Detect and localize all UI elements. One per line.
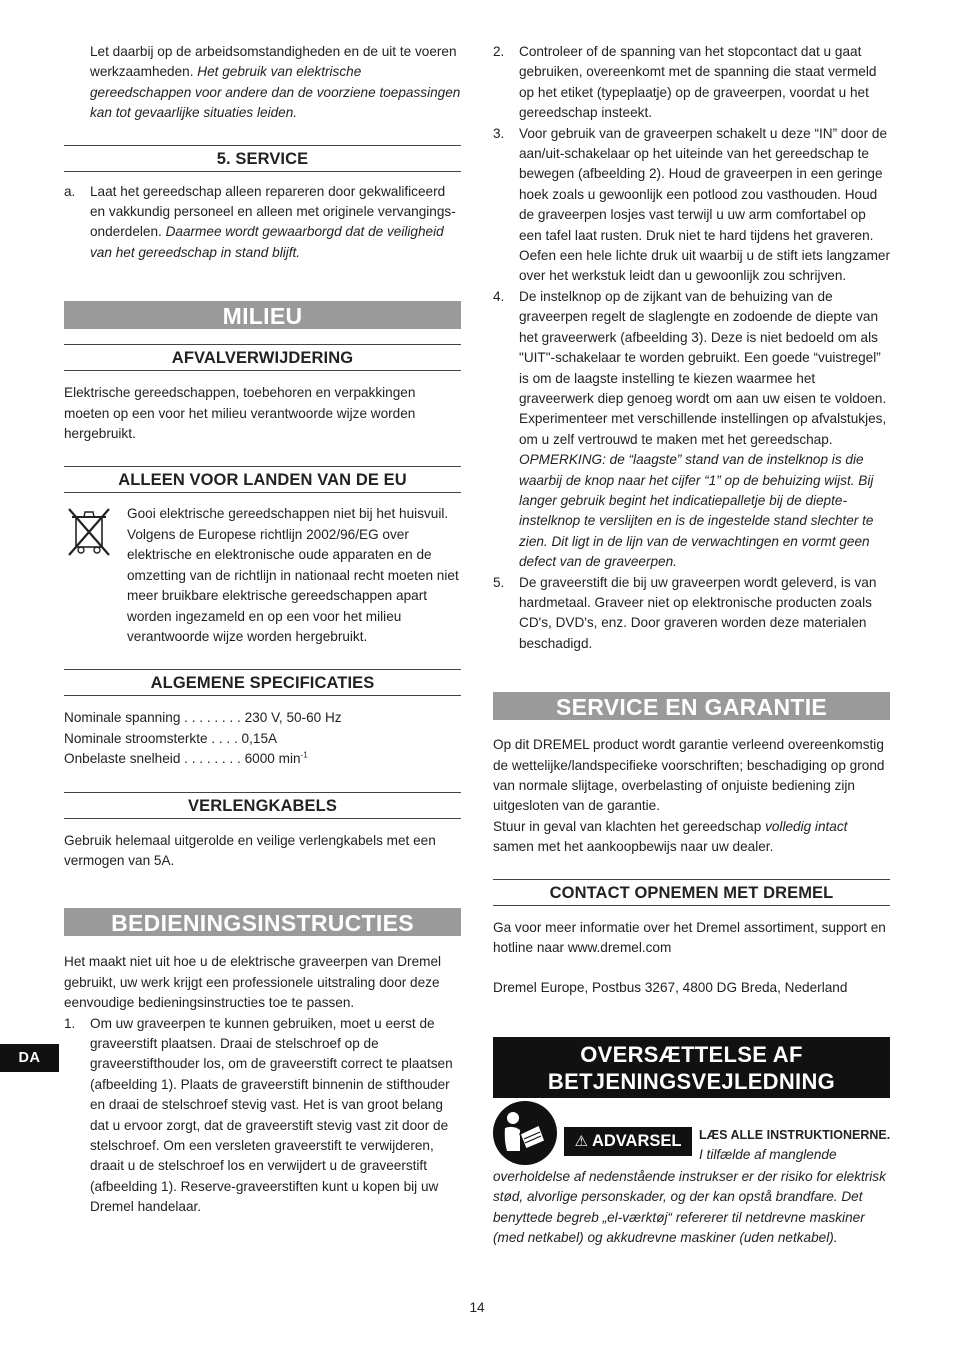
read-manual-icon (493, 1101, 557, 1165)
spec-row: Nominale stroomsterkte . . . . 0,15A (64, 730, 278, 746)
garantie-text-2: Stuur in geval van klachten het gereedschap volledig intact samen met het aankoopbewijs naar uw dealer. (493, 818, 848, 855)
milieu-heading: MILIEU (64, 301, 461, 329)
afval-text: Elektrische gereedschappen, toebehoren en verpakkingen moeten op een voor het milieu verantwoorde wijze worden hergebruikt. (64, 385, 416, 442)
page-number: 14 (469, 1300, 485, 1315)
eu-heading: ALLEEN VOOR LANDEN VAN DE EU (64, 466, 461, 493)
spec-row: Onbelaste snelheid . . . . . . . . 6000 $\min^{-1}$ (64, 750, 308, 767)
warning-text-start: I tilfælde af manglende (699, 1146, 837, 1162)
list-item: 2. Controleer of de spanning van het stopcontact dat u gaat gebruiken, overeenkomt met de spanning die staat vermeld op het etiket (typeplaatje) op de graveerpen, voordat u het gereedschap insteekt. (493, 44, 877, 121)
garantie-text: Op dit DREMEL product wordt garantie verleend overeenkomstig de wettelijke/landspecifieke voorschriften; beschadiging op grond van normale slijtage, overbelasting of onjuiste bediening zijn uitgesloten van de garantie. (493, 737, 885, 814)
item4-note: OPMERKING: de “laagste” stand van de instelknop is die waarbij de knop naar het cijfer “1” op de behuizing wijst. Bij langer gebruik begint het indicatiepalletje bij de diepte-instelknop te verslijten en is de ingestelde stand slechter te zien. Dit ligt in de lijn van de verwachtingen en vormt geen defect van de graveerpen. (519, 452, 874, 570)
right-column (493, 42, 890, 1248)
contact-text: Ga voor meer informatie over het Dremel assortiment, support en hotline naar www.dremel.com (493, 919, 886, 956)
language-tab: DA (0, 1044, 59, 1072)
list-item: 3. Voor gebruik van de graveerpen schakelt u deze “IN” door de aan/uit-schakelaar op het uiteinde van het gereedschap te bewegen (afbeelding 2). Houd de graveerpen in een geringe hoek zoals u gewoonlijk een potlood zou vasthouden. Houd de graveerpen losjes vast terwijl u uw arm comfortabel op een tafel laat rusten. Druk niet te hard tijdens het graveren. Oefen een hele lichte druk uit waarbij u de stift iets langzamer over het werkstuk leidt dan u gewoonlijk zou schrijven. (493, 125, 891, 284)
bedien-heading: BEDIENINGSINSTRUCTIES (64, 908, 461, 936)
list-item: 1. Om uw graveerpen te kunnen gebruiken, moet u eerst de graveerstift plaatsen. Draai de stelschroef op de graveerstifthouder los, om de graveerstift correct te plaatsen (afbeelding 1). Plaats de graveerstift binnenin de stifthouder en draai de stelschroef stevig vast. Het is van groot belang dat u ervoor zorgt, dat de graveerstift stevig vast zit door de stelschroef. Om een versleten graveerstift te verwijderen, draait u de stelschroef los en verwijdert u de graveerstift (afbeelding 1). Reserve-graveerstiften kunt u kopen bij uw Dremel handelaar. (64, 1015, 453, 1215)
warning-title: LÆS ALLE INSTRUKTIONERNE. (699, 1127, 891, 1142)
afval-heading: AFVALVERWIJDERING (64, 344, 461, 371)
spec-list (64, 708, 461, 769)
warning-triangle-icon: ⚠ (574, 1132, 588, 1150)
crossed-bin-icon (66, 505, 112, 557)
warning-block (493, 1101, 890, 1167)
spec-row: Nominale spanning . . . . . . . . 230 V, 50-60 Hz (64, 710, 342, 726)
list-item: 5. De graveerstift die bij uw graveerpen wordt geleverd, is van hardmetaal. Graveer niet op elektronische producten zoals CD's, DVD's, enz. Door graveren worden deze materialen beschadigd. (493, 574, 877, 651)
service-item-marker: a. (64, 183, 76, 199)
left-column (64, 42, 461, 1218)
eu-section (64, 504, 461, 647)
verleng-heading: VERLENGKABELS (64, 792, 461, 819)
list-item: 4. De instelknop op de zijkant van de behuizing van de graveerpen regelt de slaglengte en zodoende de diepte van het graveerwerk (afbeelding 3). Deze is niet bedoeld om als "UIT"-schakelaar te worden gebruikt. Een goede “vuistregel” is om de laagste instelling te kiezen waarmee het graveerwerk diep genoeg wordt om aan uw eisen te voldoen. Experimenteer met verschillende instellingen op afvalstukjes, om u zelf vertrouwd te maken met het gereedschap. OPMERKING: de “laagste” stand van de instelknop is die waarbij de knop naar het cijfer “1” op de behuizing wijst. Bij langer gebruik begint het indicatiepalletje bij de diepte-instelknop te verslijten en is de ingestelde stand slechter te zien. Dit ligt in de lijn van de verwachtingen en vormt geen defect van de graveerpen. (493, 288, 887, 570)
verleng-text: Gebruik helemaal uitgerolde en veilige verlengkabels met een vermogen van 5A. (64, 832, 436, 868)
advarsel-badge: ⚠ ADVARSEL (564, 1127, 692, 1156)
eu-text: Gooi elektrische gereedschappen niet bij het huisvuil. Volgens de Europese richtlijn 2002/96/EG over elektrische en elektronische oude apparaten en de omzetting van de richtlijn in nationaal recht moeten niet meer bruikbare elektrische gereedschappen apart worden ingezameld en op een voor het milieu verantwoorde wijze worden hergebruikt. (127, 506, 459, 644)
warning-text: overholdelse af nedenstående instrukser er der risiko for elektrisk stød, alvorlige personskader, og der kan opstå brandfare. Det benyttede begreb „el-værktøj“ refererer til netdrevne maskiner (med netkabel) og akkudrevne maskiner (uden netkabel). (493, 1168, 886, 1246)
spec-heading: ALGEMENE SPECIFICATIES (64, 669, 461, 696)
da-heading: OVERSÆTTELSE AF BETJENINGSVEJLEDNING (493, 1037, 890, 1098)
garantie-heading: SERVICE EN GARANTIE (493, 692, 890, 720)
service-item: a. Laat het gereedschap alleen repareren door gekwalificeerd en vakkundig personeel en alleen met originele vervangings-onderdelen. Daarmee wordt gewaarborgd dat de veiligheid van het gereedschap in stand blijft. (64, 183, 456, 260)
address: Dremel Europe, Postbus 3267, 4800 DG Breda, Nederland (493, 980, 848, 996)
intro-paragraph: Let daarbij op de arbeidsomstandigheden en de uit te voeren werkzaamheden. Het gebruik van elektrische gereedschappen voor andere dan de voorziene toepassingen kan tot gevaarlijke situaties leiden. (90, 44, 461, 121)
service-heading: 5. SERVICE (64, 145, 461, 172)
bedien-intro: Het maakt niet uit hoe u de elektrische graveerpen van Dremel gebruikt, uw werk krijgt een professionele uitstraling door deze eenvoudige bedieningsinstructies toe te passen. (64, 954, 442, 1011)
contact-heading: CONTACT OPNEMEN MET DREMEL (493, 879, 890, 906)
